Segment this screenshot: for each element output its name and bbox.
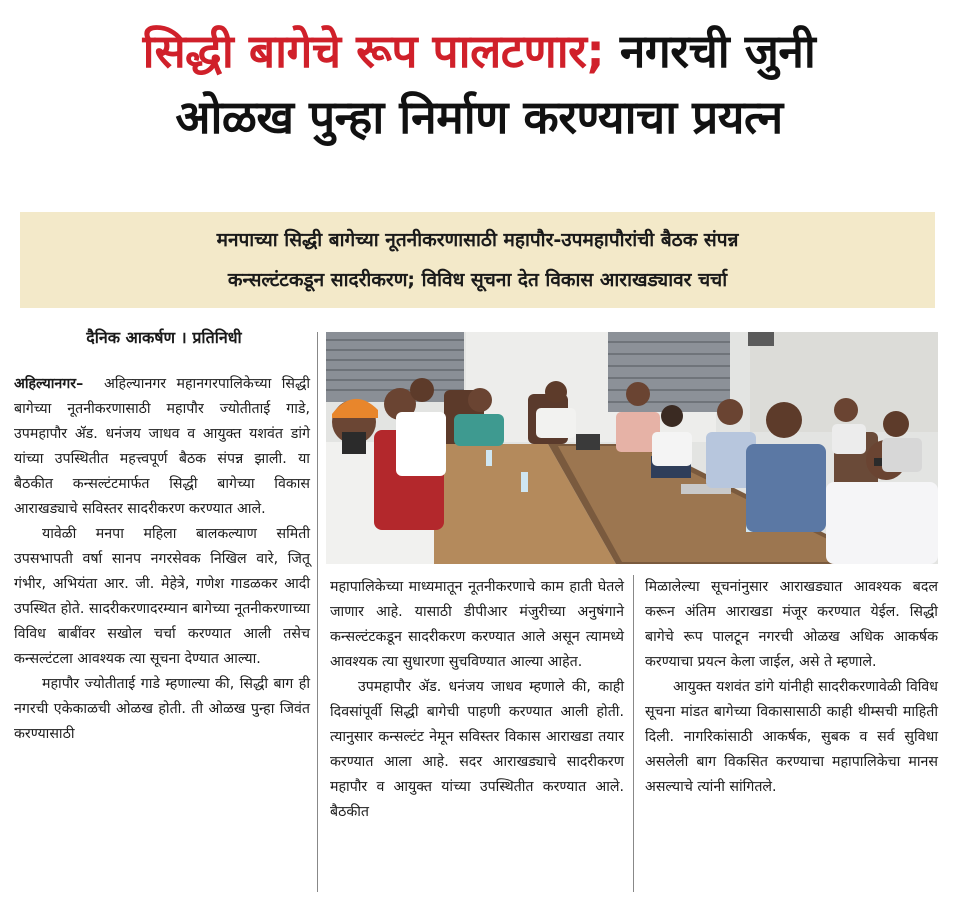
article-column-1: [14, 372, 310, 747]
headline: [0, 18, 958, 150]
article-column-3: [645, 575, 938, 800]
meeting-photo-illustration: [326, 332, 938, 564]
dateline: अहिल्यानगर–: [14, 376, 84, 392]
meeting-photo: [326, 332, 938, 564]
subheadline-box: [20, 212, 935, 308]
subheadline-line2: कन्सल्टंटकडून सादरीकरण; विविध सूचना देत विकास आराखड्यावर चर्चा: [227, 269, 728, 291]
article-paragraph: [14, 372, 310, 522]
column-divider: [633, 575, 634, 892]
article-paragraph: उपमहापौर ॲड. धनंजय जाधव म्हणाले की, काही दिवसांपूर्वी सिद्धी बागेची पाहणी करण्यात आली होती. त्यानुसार कन्सल्टंट नेमून सविस्तर विकास आराखडा तयार करण्यात आला आहे. सदर आराखड्याचे सादरीकरण महापौर व आयुक्त यांच्या उपस्थितीत करण्यात आले. बैठकीत: [330, 679, 624, 820]
subheadline-line1: मनपाच्या सिद्धी बागेच्या नूतनीकरणासाठी महापौर-उपमहापौरांची बैठक संपन्न: [216, 229, 739, 251]
article-paragraph: महापौर ज्योतीताई गाडे म्हणाल्या की, सिद्धी बाग ही नगरची एकेकाळची ओळख होती. ती ओळख पुन्हा जिवंत करण्यासाठी: [14, 676, 310, 742]
article-paragraph: मिळालेल्या सूचनांनुसार आराखड्यात आवश्यक बदल करून अंतिम आराखडा मंजूर करण्यात येईल. सिद्धी बागेचे रूप पालटून नगरची ओळख अधिक आकर्षक करण्याचा प्रयत्न केला जाईल, असे ते म्हणाले.: [645, 579, 938, 670]
article-column-2: [330, 575, 624, 825]
headline-dark-part: नगरची जुनी: [619, 24, 816, 78]
article-text: अहिल्यानगर महानगरपालिकेच्या सिद्धी बागेच्या नूतनीकरणासाठी महापौर ज्योतीताई गाडे, उपमहापौर ॲड. धनंजय जाधव व आयुक्त यशवंत डांगे यांच्या उपस्थितीत महत्त्वपूर्ण बैठक संपन्न झाली. या बैठकीत कन्सल्टंटमार्फत सिद्धी बागेच्या विकास आराखड्याचे सविस्तर सादरीकरण करण्यात आले.: [14, 376, 310, 517]
byline: दैनिक आकर्षण । प्रतिनिधी: [86, 328, 242, 347]
article-paragraph: महापालिकेच्या माध्यमातून नूतनीकरणाचे काम हाती घेतले जाणार आहे. यासाठी डीपीआर मंजुरीच्या अनुषंगाने कन्सल्टंटकडून सादरीकरण करण्यात आले असून त्यामध्ये आवश्यक त्या सुधारणा सुचविण्यात आल्या आहेत.: [330, 579, 624, 670]
column-divider: [317, 332, 318, 892]
article-paragraph: यावेळी मनपा महिला बालकल्याण समिती उपसभापती वर्षा सानप नगरसेवक निखिल वारे, जितू गंभीर, अभियंता आर. जी. मेहेत्रे, गणेश गाडळकर आदी उपस्थित होते. सादरीकरणादरम्यान बागेच्या नूतनीकरणाच्या विविध बाबींवर सखोल चर्चा करण्यात आली तसेच कन्सल्टंटला आवश्यक त्या सूचना देण्यात आल्या.: [14, 526, 310, 667]
article-paragraph: आयुक्त यशवंत डांगे यांनीही सादरीकरणावेळी विविध सूचना मांडत बागेच्या विकासासाठी काही थीम्सची माहिती दिली. नागरिकांसाठी आकर्षक, सुबक व सर्व सुविधा असलेली बाग विकसित करण्याचा महापालिकेचा मानस असल्याचे त्यांनी सांगितले.: [645, 679, 938, 795]
headline-red-part: सिद्धी बागेचे रूप पालटणार;: [142, 24, 605, 78]
headline-line2: ओळख पुन्हा निर्माण करण्याचा प्रयत्न: [175, 90, 783, 144]
